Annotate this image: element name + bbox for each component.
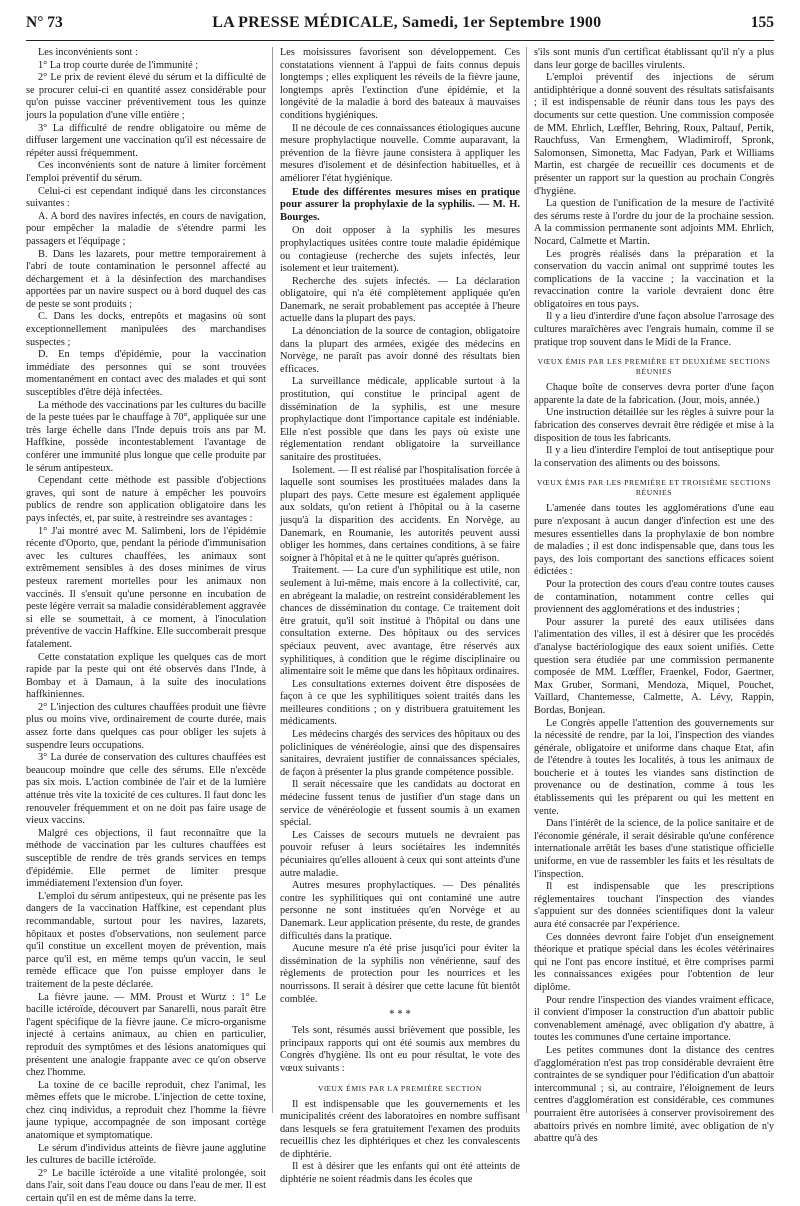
paragraph: Il est à désirer que les enfants qui ont été atteints de diphtérie ne soient réadmis dans les écoles que xyxy=(280,1161,520,1186)
page-header xyxy=(26,14,774,41)
paragraph: D. En temps d'épidémie, pour la vaccination immédiate des personnes qui se sont trouvées momentanément en contact avec des malades et qui sont susceptibles d'être déjà infectées. xyxy=(26,349,266,399)
column-1 xyxy=(26,47,266,1205)
paragraph: Les consultations externes doivent être disposées de façon à ce que les syphilitiques soient traités dans les meilleures conditions ; on y distribuera gratuitement les médicaments. xyxy=(280,678,520,728)
paragraph: Pour la protection des cours d'eau contre toutes causes de contamination, notamment contre celles qui proviennent des agglomérations et des industries ; xyxy=(534,578,774,616)
paragraph: Il est indispensable que les prescriptions réglementaires touchant l'inspection des viandes s'appuient sur des données scientifiques dont la valeur aura été consacrée par l'expérience. xyxy=(534,881,774,930)
paragraph: 1° J'ai montré avec M. Salimbeni, lors de l'épidémie récente d'Oporto, que, pendant la période d'immunisation avec les cultures chauffées, les animaux sont extrêmement sensibles à des doses minimes de virus pesteux rarement mortelles pour les animaux non vaccinés. Il s'ensuit qu'une personne en incubation de peste légère verrait sa maladie considérablement aggravée si elle se soumettait, à ce moment, à l'inoculation préventive de vaccin Haffkine. Elle succomberait presque fatalement. xyxy=(26,525,266,650)
section-stars: * * * xyxy=(389,1009,411,1021)
paragraph: Le sérum d'individus atteints de fièvre jaune agglutine les cultures de bacille ictéroïde. xyxy=(26,1142,266,1167)
paragraph: Les Caisses de secours mutuels ne devraient pas pouvoir refuser à leurs sociétaires les indemnités pécuniaires qu'elles allouent à ceux qui sont atteints d'une autre maladie. xyxy=(280,829,520,879)
paragraph: 1° La trop courte durée de l'immunité ; xyxy=(38,59,199,71)
column-2 xyxy=(280,47,520,1186)
section-title-first-third: VŒUX ÉMIS PAR LES PREMIÈRE ET TROISIÈME SECTIONS RÉUNIES xyxy=(536,478,772,498)
paragraph: L'emploi préventif des injections de sérum antidiphtérique a donné souvent des résultats satisfaisants ; il est indispensable de réunir dans tous les pays des documents sur cette question. Une commission composée de MM. Ehrlich, Lœffler, Behring, Roux, Paltauf, Pertik, Rauchfuss, Van Ermenghem, Wladimiroff, Spronk, Salomonsen, Simonetta, Mac Fadyan, Park et Williams Martin, est chargée de recueillir ces documents et de présenter un rapport sur la question au prochain Congrès d'hygiène. xyxy=(534,72,774,197)
paragraph: C. Dans les docks, entrepôts et magasins où sont exceptionnellement manipulées des marchandises suspectes ; xyxy=(26,311,266,348)
paragraph: Il ne découle de ces connaissances étiologiques aucune mesure prophylactique nouvelle. Comme auparavant, la prévention de la fièvre jaune consistera à appliquer les mesures d'isolement et de désinfection habituelles, et à améliorer l'état hygiénique. xyxy=(280,122,520,184)
paragraph: L'amenée dans toutes les agglomérations d'une eau pure n'exposant à aucun danger d'infection est une des mesures essentielles dans la prophylaxie de bon nombre de maladies ; il est donc indispensable que, dans tous les pays, des lois comportant des sanctions efficaces soient édictées : xyxy=(534,503,774,578)
paragraph: Il y a lieu d'interdire l'emploi de tout antiseptique pour la conservation des aliments ou des boissons. xyxy=(534,445,774,469)
paragraph: La dénonciation de la source de contagion, obligatoire dans la plupart des armées, exigée des médecins en Norvège, ne paraît pas avoir donné des résultats bien efficaces. xyxy=(280,326,520,375)
paragraph: Il serait nécessaire que les candidats au doctorat en médecine fussent tenus de justifier d'un stage dans un service de vénéréologie et fussent soumis à un examen spécial. xyxy=(280,779,520,829)
paragraph: La fièvre jaune. — MM. Proust et Wurtz : 1° Le bacille ictéroïde, découvert par Sanarelli, nous paraît être l'agent spécifique de la fièvre jaune. Ce micro-organisme injecté à certains animaux, au chien en particulier, reproduit des symptômes et des lésions anatomiques qui présentent une analogie frappante avec ce qu'on observe chez l'homme. xyxy=(26,991,266,1079)
paragraph: Cependant cette méthode est passible d'objections graves, qui sont de nature à empêcher les pouvoirs publics de rendre son application obligatoire dans les pays infectés, et, par suite, à restreindre ses avantages : xyxy=(26,475,266,524)
paragraph: L'emploi du sérum antipesteux, qui ne présente pas les dangers de la vaccination Haffkine, est cependant plus recommandable, surtout pour les navires, lazarets, hôpitaux et postes d'observations, non seulement parce qu'il constitue un excellent moyen de prévention, mais parce qu'il est, en même temps qu'un vaccin, le seul remède efficace que l'on puisse employer dans le traitement de la peste déclarée. xyxy=(26,890,266,990)
paragraph: Le Congrès appelle l'attention des gouvernements sur la nécessité de rendre, par la loi, l'inspection des viandes générale, obligatoire et uniforme dans chaque Etat, afin de l'étendre à toutes les localités, à tous les animaux de boucherie et à toutes les viandes sans distinction de provenance ou de destination, comme à tous les établissements qui les préparent ou qui les mettent en vente. xyxy=(534,717,774,817)
paragraph: Il y a lieu d'interdire d'une façon absolue l'arrosage des cultures maraîchères avec l'engrais humain, comme il se pratique trop souvent dans le Midi de la France. xyxy=(534,311,774,348)
issue-number: N° 73 xyxy=(26,14,63,31)
paragraph: A. A bord des navires infectés, en cours de navigation, pour empêcher la maladie de s'étendre parmi les passagers et l'équipage ; xyxy=(26,210,266,247)
text-columns xyxy=(26,47,774,1205)
paragraph: La question de l'unification de la mesure de l'activité des sérums reste à l'ordre du jour de la prochaine session. A la commission permanente sont adjoints MM. Ehrlich, Nocard, Calmette et Martin. xyxy=(534,198,774,247)
syphilis-heading: Etude des différentes mesures mises en pratique pour assurer la prophylaxie de la syphilis. — M. H. Bourges. xyxy=(280,186,520,223)
paragraph: Les médecins chargés des services des hôpitaux ou des policliniques de vénéréologie, ainsi que des dispensaires sanitaires, devraient justifier de connaissances spéciales, de façon à présenter la plus grande compétence possible. xyxy=(280,729,520,778)
paragraph: Pour rendre l'inspection des viandes vraiment efficace, il convient d'imposer la construction d'un abattoir public convenablement aménagé, avec obligation d'y abattre, à toutes les communes d'une certaine importance. xyxy=(534,994,774,1044)
column-3 xyxy=(534,47,774,1145)
page-folio: 155 xyxy=(750,14,774,31)
paragraph: Les moisissures favorisent son développement. Ces constatations viennent à l'appui de faits connus depuis longtemps ; elles expliquent les réveils de la fièvre jaune, longtemps après l'extinction d'une épidémie, et la longévité de la maladie à bord des bateaux à mauvaises conditions hygiéniques. xyxy=(280,47,520,121)
paragraph: Les progrès réalisés dans la préparation et la conservation du vaccin animal ont supprimé toutes les complications de la vaccine ; la vaccination et la revaccination contre la variole devraient donc être obligatoires en tous pays. xyxy=(534,248,774,310)
paragraph: Malgré ces objections, il faut reconnaître que la méthode de vaccination par les cultures chauffées est susceptible de rendre de très grands services en temps d'épidémie. Elle permet de limiter presque immédiatement l'extension d'un foyer. xyxy=(26,827,266,890)
paragraph: 2° L'injection des cultures chauffées produit une fièvre plus ou moins vive, ordinairement de courte durée, mais assez forte dans quelques cas pour obliger les sujets à suspendre leurs occupations. xyxy=(26,701,266,751)
paragraph: Dans l'intérêt de la science, de la police sanitaire et de l'économie générale, il serait désirable qu'une conférence internationale arrêtât les bases d'une statistique officielle uniforme, en vue de rassembler les faits et les résultats de l'inspection. xyxy=(534,818,774,880)
paragraph: Autres mesures prophylactiques. — Des pénalités contre les syphilitiques qui ont contaminé une autre personne ne sont instituées qu'en Norvège et au Danemark. Leur application présente, du reste, de grandes difficultés dans la pratique. xyxy=(280,880,520,942)
paragraph: Traitement. — La cure d'un syphilitique est utile, non seulement à lui-même, mais encore à la collectivité, car, en abrégeant la maladie, on restreint considérablement les chances de dissémination du contage. Ce traitement doit être gratuit, qu'il soit institué à l'hôpital ou dans une consultation externe. Des hôpitaux ou des services spéciaux peuvent, avec avantage, être réservés aux syphilitiques, à condition que le régime disciplinaire ou alimentaire soit le même que dans les hôpitaux ordinaires. xyxy=(280,565,520,678)
journal-title: LA PRESSE MÉDICALE, Samedi, 1er Septembre 1900 xyxy=(212,14,602,31)
paragraph: 2° Le prix de revient élevé du sérum et la difficulté de se procurer celui-ci en quantité assez considérable pour qu'on puisse vacciner préventivement tous les quinze jours la population d'une ville entière ; xyxy=(26,72,266,121)
paragraph: La méthode des vaccinations par les cultures du bacille de la peste tuées par le chauffage à 70°, appliquée sur une très large échelle dans l'Inde depuis trois ans par M. Haffkine, possède incontestablement l'avantage de conférer une immunité plus longue que celle produite par le sérum antipesteux. xyxy=(26,399,266,474)
paragraph: Les inconvénients sont : xyxy=(38,47,138,58)
paragraph: 2° Le bacille ictéroïde a une vitalité prolongée, soit dans l'air, soit dans l'eau douce ou dans l'eau de mer. Il est certain qu'il en est de même dans la terre. xyxy=(26,1167,266,1205)
paragraph: Chaque boîte de conserves devra porter d'une façon apparente la date de la fabrication. (Jour, mois, année.) xyxy=(534,382,774,406)
paragraph: Recherche des sujets infectés. — La déclaration obligatoire, qui n'a été complètement appliquée qu'en Danemark, ne serait probablement pas acceptée à l'heure actuelle dans la plupart des pays. xyxy=(280,275,520,325)
paragraph: s'ils sont munis d'un certificat établissant qu'il n'y a plus dans leur gorge de bacilles virulents. xyxy=(534,47,774,71)
paragraph: B. Dans les lazarets, pour mettre temporairement à l'abri de toute contamination le personnel affecté au déchargement et à la désinfection des marchandises apportées par un navire suspect ou à bord duquel des cas de peste se sont produits ; xyxy=(26,248,266,310)
paragraph: Ces données devront faire l'objet d'un enseignement théorique et pratique spécial dans les écoles vétérinaires qui ne l'ont pas encore institué, et être comprises parmi les connaissances exigées pour l'obtention de leur diplôme. xyxy=(534,931,774,993)
paragraph: Une instruction détaillée sur les règles à suivre pour la fabrication des conserves devrait être rédigée et mise à la disposition de tous les fabricants. xyxy=(534,407,774,444)
section-title-first: VŒUX ÉMIS PAR LA PREMIÈRE SECTION xyxy=(317,1083,483,1093)
paragraph: 3° La difficulté de rendre obligatoire ou même de diffuser largement une vaccination qu'il est nécessaire de répéter aussi fréquemment. xyxy=(26,122,266,159)
section-title-first-second: VŒUX ÉMIS PAR LES PREMIÈRE ET DEUXIÈME SECTIONS RÉUNIES xyxy=(537,357,771,377)
paragraph: La toxine de ce bacille reproduit, chez l'animal, les mêmes effets que le microbe. L'injection de cette toxine, chez cinq individus, a reproduit chez l'homme la fièvre jaune typique, accompagnée de son imposant cortège anatomique et symptomatique. xyxy=(26,1079,266,1142)
paragraph: 3° La durée de conservation des cultures chauffées est beaucoup moindre que celle des sérums. Elle n'excède pas six mois. L'action combinée de l'air et de la lumière atténue très vite la toxicité de ces cultures. Il faut donc les renouveler fréquemment et on ne doit pas faire usage de vieux vaccins. xyxy=(26,752,266,827)
paragraph: Ces inconvénients sont de nature à limiter forcément l'emploi préventif du sérum. xyxy=(26,160,266,184)
paragraph: Cette constatation explique les quelques cas de mort rapide par la peste qui ont été observés dans l'Inde, à Bombay et à Damaun, à la suite des inoculations haffkiniennes. xyxy=(26,651,266,701)
paragraph: La surveillance médicale, applicable surtout à la prostitution, qui constitue le principal agent de dissémination de la syphilis, est une mesure prophylactique dont l'importance capitale est indéniable. Elle n'est possible que dans les pays où existe une réglementation rendant obligatoire la surveillance sanitaire des prostituées. xyxy=(280,376,520,463)
paragraph: Il est indispensable que les gouvernements et les municipalités créent des laboratoires en nombre suffisant dans lesquels se fera gratuitement l'examen des produits recueillis chez les diphtériques et chez les convalescents de diphtérie. xyxy=(280,1098,520,1160)
paragraph: Celui-ci est cependant indiqué dans les circonstances suivantes : xyxy=(26,185,266,210)
paragraph: Pour assurer la pureté des eaux utilisées dans l'alimentation des villes, il est à désirer que les procédés d'analyse bactériologique des eaux soient unifiés. Cette question sera étudiée par une commission permanente composée de MM. Lœffler, Fraenkel, Fodor, Gaertner, Max Gruber, Sormani, Mendoza, Miquel, Pouchet, Vaillard, Chantemesse, Calmette, A. Lévy, Rappin, Bordas, Bonjean. xyxy=(534,616,774,716)
paragraph: Isolement. — Il est réalisé par l'hospitalisation forcée à laquelle sont soumises les prostituées malades dans la plupart des pays. Cette mesure est également appliquée aux soldats, qu'on retient à l'hôpital ou à la caserne jusqu'à la disparition des accidents. En Norvège, au Danemark, en Roumanie, les autorités peuvent aussi obliger les hommes, dans certaines conditions, à se faire soigner à l'hôpital et à ne le quitter qu'après guérison. xyxy=(280,464,520,564)
paragraph: Les petites communes dont la distance des centres d'agglomération n'est pas trop considérable devraient être contraintes de se syndiquer pour l'édification d'un abattoir intercommunal ; si, au contraire, l'éloignement de leurs centres d'agglomération est considérable, ces communes pourraient être autorisées à conserver provisoirement des abattoirs privés en nombre limité, avec obligation de n'y abattre qu'à des xyxy=(534,1044,774,1145)
paragraph: On doit opposer à la syphilis les mesures prophylactiques usitées contre toute maladie épidémique ou contagieuse (recherche des sujets infectés, leur isolement et leur traitement). xyxy=(280,225,520,275)
paragraph: Aucune mesure n'a été prise jusqu'ici pour éviter la dissémination de la syphilis non vénérienne, sauf des règlements de protection pour les nourrices et les nourrissons. Il serait à désirer que cette lacune fût bientôt comblée. xyxy=(280,943,520,1005)
summary-lead: Tels sont, résumés aussi brièvement que possible, les principaux rapports qui ont été soumis aux membres du Congrès d'hygiène. Ils ont eu pour résultat, le vote des vœux suivants : xyxy=(280,1025,520,1074)
